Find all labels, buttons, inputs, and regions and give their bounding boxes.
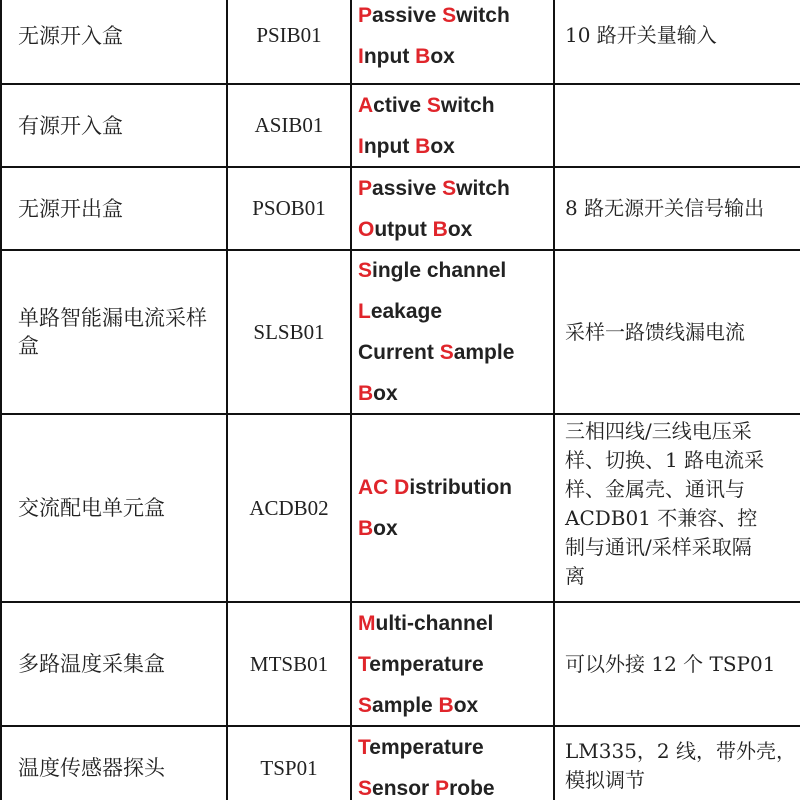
model-code-cell: SLSB01 — [226, 251, 350, 413]
initial-letter: S — [358, 777, 373, 800]
initial-letter: D — [394, 476, 410, 499]
description-cell: LM335，2 线，带外壳， 模拟调节 — [553, 727, 800, 800]
name-fragment: ox — [430, 134, 455, 158]
initial-letter: P — [435, 777, 450, 800]
table-row — [0, 166, 800, 249]
description-cell: 可以外接 12 个 TSP01 — [553, 603, 800, 725]
table-row — [0, 249, 800, 413]
english-name-line — [358, 85, 495, 126]
english-name-cell — [350, 168, 553, 249]
name-fragment: nput — [363, 44, 416, 68]
model-code-cell: PSOB01 — [226, 168, 350, 249]
table-row — [0, 413, 800, 601]
model-code-cell: TSP01 — [226, 727, 350, 800]
model-code-cell: MTSB01 — [226, 603, 350, 725]
english-name-line — [358, 768, 495, 800]
english-name-line — [358, 168, 510, 209]
initial-letter: S — [442, 3, 457, 27]
english-name-line — [358, 36, 510, 77]
initial-letter: P — [358, 176, 373, 200]
initial-letter: O — [358, 217, 375, 241]
table-row — [0, 83, 800, 166]
initial-letter: P — [358, 3, 373, 27]
initial-letter: T — [358, 652, 370, 676]
name-fragment: robe — [449, 777, 495, 800]
english-name-line — [358, 0, 510, 36]
model-code-cell: ASIB01 — [226, 85, 350, 166]
english-name-line — [358, 209, 510, 250]
english-name-cell — [350, 0, 553, 83]
initial-letter: M — [358, 611, 376, 635]
name-fragment: istribution — [409, 476, 512, 499]
initial-letter: B — [415, 134, 431, 158]
initial-letter: L — [358, 300, 371, 323]
english-name-cell — [350, 603, 553, 725]
english-name-line — [358, 332, 514, 373]
chinese-name-cell: 多路温度采集盒 — [0, 603, 226, 725]
table-row — [0, 725, 800, 800]
initial-letter: B — [358, 517, 374, 540]
english-name-line — [358, 126, 495, 167]
description-cell: 三相四线/三线电压采 样、切换、1 路电流采 样、金属壳、通讯与 ACDB01 不兼容、控 制与通讯/采样采取隔 离 — [553, 415, 800, 601]
english-name-line — [358, 373, 514, 413]
model-code-cell: PSIB01 — [226, 0, 350, 83]
name-fragment: nput — [363, 134, 416, 158]
english-name-line — [358, 685, 493, 726]
english-name-line — [358, 508, 512, 549]
initial-letter: S — [442, 176, 457, 200]
initial-letter: A — [358, 93, 374, 117]
english-name-cell — [350, 415, 553, 601]
table-row — [0, 0, 800, 83]
english-name-line — [358, 467, 512, 508]
name-fragment: witch — [440, 93, 495, 117]
name-fragment: ingle channel — [372, 259, 507, 282]
initial-letter: S — [439, 341, 454, 364]
initial-letter: I — [358, 134, 364, 158]
english-name-cell — [350, 727, 553, 800]
name-fragment: ox — [453, 693, 479, 717]
chinese-name-cell: 无源开入盒 — [0, 0, 226, 83]
english-name-line — [358, 291, 514, 332]
initial-letter: T — [358, 736, 370, 759]
description-cell: 10 路开关量输入 — [553, 0, 800, 83]
name-fragment: emperature — [369, 652, 484, 676]
initial-letter: B — [415, 44, 431, 68]
description-cell — [553, 85, 800, 166]
name-fragment: ensor — [372, 777, 436, 800]
name-fragment: ctive — [373, 93, 427, 117]
english-name-line — [358, 251, 514, 291]
chinese-name-cell: 交流配电单元盒 — [0, 415, 226, 601]
chinese-name-cell: 单路智能漏电流采样盒 — [0, 251, 226, 413]
chinese-name-cell: 有源开入盒 — [0, 85, 226, 166]
name-fragment: witch — [456, 176, 510, 200]
initial-letter: B — [432, 217, 448, 241]
chinese-name-cell: 无源开出盒 — [0, 168, 226, 249]
table-row — [0, 601, 800, 725]
chinese-name-cell: 温度传感器探头 — [0, 727, 226, 800]
initial-letter: S — [358, 259, 373, 282]
initial-letter: B — [438, 693, 454, 717]
name-fragment: witch — [456, 3, 510, 27]
initial-letter: S — [358, 693, 373, 717]
name-fragment: ox — [430, 44, 455, 68]
name-fragment: eakage — [370, 300, 443, 323]
initial-letter: B — [358, 382, 374, 405]
description-cell: 采样一路馈线漏电流 — [553, 251, 800, 413]
name-fragment: Current — [358, 341, 440, 364]
description-cell: 8 路无源开关信号输出 — [553, 168, 800, 249]
name-fragment: ulti-channel — [375, 611, 494, 635]
name-fragment: ox — [373, 382, 398, 405]
name-fragment: ox — [447, 217, 473, 241]
name-fragment: ample — [453, 341, 515, 364]
name-fragment: assive — [372, 3, 443, 27]
english-name-line — [358, 603, 493, 644]
english-name-line — [358, 644, 493, 685]
model-code-cell: ACDB02 — [226, 415, 350, 601]
english-name-cell — [350, 85, 553, 166]
name-fragment: utput — [374, 217, 433, 241]
name-fragment: ox — [373, 517, 398, 540]
initial-letter: S — [426, 93, 441, 117]
english-name-cell — [350, 251, 553, 413]
english-name-line — [358, 727, 495, 768]
initial-letter: AC — [358, 476, 395, 499]
name-fragment: emperature — [369, 736, 484, 759]
name-fragment: assive — [372, 176, 443, 200]
initial-letter: I — [358, 44, 364, 68]
name-fragment: ample — [372, 693, 439, 717]
